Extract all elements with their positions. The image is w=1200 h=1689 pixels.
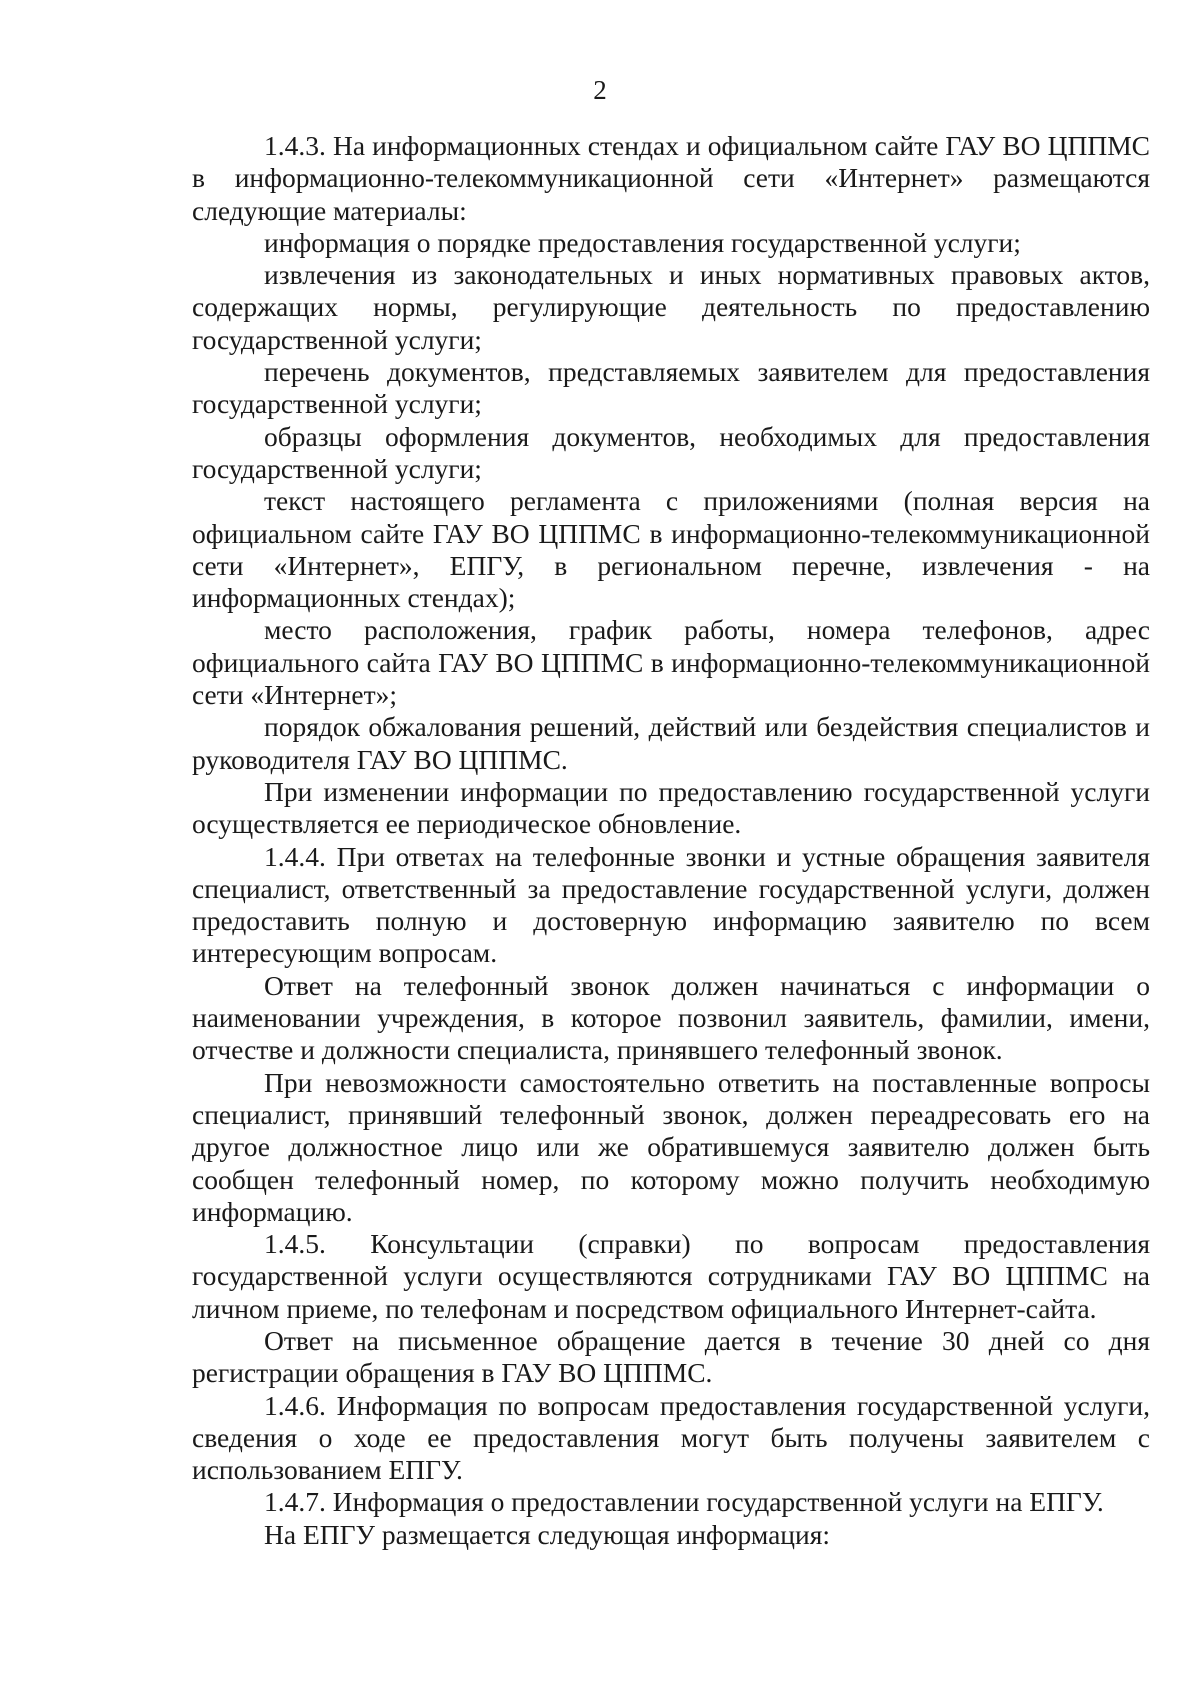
paragraph-call-redirect: При невозможности самостоятельно ответить на поставленные вопросы специалист, принявший телефонный звонок, должен переадресовать его на другое должностное лицо или же обратившемуся заявителю должен быть сообщен телефонный номер, по которому можно получить необходимую информацию.: [192, 1066, 1150, 1227]
list-item-appeal-procedure: порядок обжалования решений, действий или бездействия специалистов и руководителя ГАУ ВО ЦППМС.: [192, 711, 1150, 775]
list-item-legal-extracts: извлечения из законодательных и иных нормативных правовых актов, содержащих нормы, регулирующие деятельность по предоставлению государственной услуги;: [192, 259, 1150, 355]
list-item-procedure-info: информация о порядке предоставления государственной услуги;: [264, 226, 1021, 258]
paragraph-1-4-7: 1.4.7. Информация о предоставлении государственной услуги на ЕПГУ.: [264, 1486, 1104, 1518]
paragraph-written-answer: Ответ на письменное обращение дается в течение 30 дней со дня регистрации обращения в ГАУ ВО ЦППМС.: [192, 1324, 1150, 1389]
paragraph-call-answer: Ответ на телефонный звонок должен начинаться с информации о наименовании учреждения, в которое позвонил заявитель, фамилии, имени, отчестве и должности специалиста, принявшего телефонный звонок.: [192, 969, 1150, 1066]
paragraph-info-update: При изменении информации по предоставлению государственной услуги осуществляется ее периодическое обновление.: [192, 775, 1150, 840]
list-item-documents-list: перечень документов, представляемых заявителем для предоставления государственной услуги;: [192, 356, 1150, 420]
paragraph-1-4-6: 1.4.6. Информация по вопросам предоставления государственной услуги, сведения о ходе ее предоставления могут быть получены заявителем с использованием ЕПГУ.: [192, 1389, 1150, 1486]
paragraph-1-4-4: 1.4.4. При ответах на телефонные звонки и устные обращения заявителя специалист, ответственный за предоставление государственной услуги, должен предоставить полную и достоверную информацию заявителю по всем интересующим вопросам.: [192, 840, 1150, 969]
list-item-document-samples: образцы оформления документов, необходимых для предоставления государственной услуги;: [192, 420, 1150, 484]
list-item-regulation-text: текст настоящего регламента с приложениями (полная версия на официальном сайте ГАУ ВО ЦППМС в информационно-телекоммуникационной сети «Интернет», ЕПГУ, в региональном перечне, извлечения - на информационных стендах);: [192, 485, 1150, 614]
page-number: 2: [593, 75, 607, 105]
document-body: [192, 130, 1150, 1551]
list-item-location-schedule: место расположения, график работы, номера телефонов, адрес официального сайта ГАУ ВО ЦППМС в информационно-телекоммуникационной сети «Интернет»;: [192, 614, 1150, 711]
paragraph-1-4-5: 1.4.5. Консультации (справки) по вопросам предоставления государственной услуги осуществляются сотрудниками ГАУ ВО ЦППМС на личном приеме, по телефонам и посредством официального Интернет-сайта.: [192, 1228, 1150, 1324]
paragraph-1-4-3-intro: 1.4.3. На информационных стендах и официальном сайте ГАУ ВО ЦППМС в информационно-телекоммуникационной сети «Интернет» размещаются следующие материалы:: [192, 130, 1150, 226]
paragraph-epgu-info: На ЕПГУ размещается следующая информация:: [264, 1518, 830, 1550]
